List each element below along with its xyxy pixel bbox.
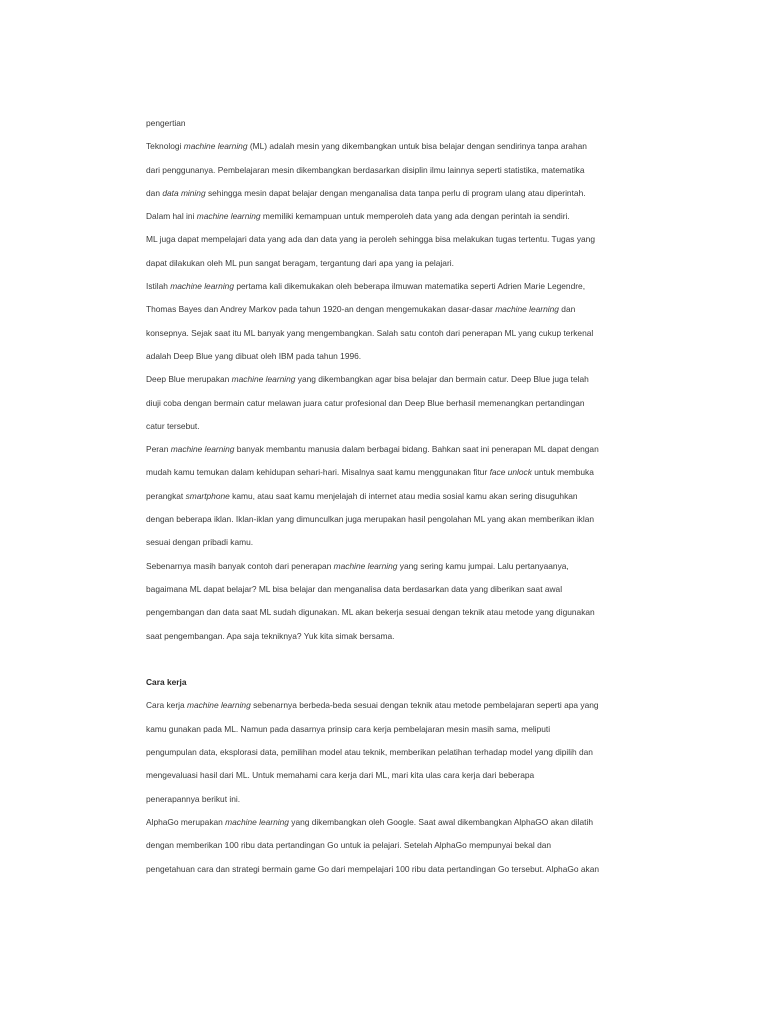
text-line (146, 788, 658, 811)
text-line (146, 811, 658, 834)
italic-term: machine learning (231, 374, 296, 385)
text-run: dengan memberikan 100 ribu data pertandingan Go untuk ia pelajari. Setelah AlphaGo mempunyai bekal dan (146, 840, 552, 851)
text-line (146, 205, 658, 228)
text-run: yang sering kamu jumpai. Lalu pertanyaanya, (397, 560, 569, 571)
text-run: ML juga dapat mempelajari data yang ada dan data yang ia peroleh sehingga bisa melakukan tugas tertentu. Tugas yang (146, 234, 595, 245)
text-run: Sebenarnya masih banyak contoh dari penerapan (146, 560, 334, 571)
section-heading-cara-kerja: Cara kerja (146, 677, 187, 688)
text-line (146, 298, 658, 321)
text-line (146, 415, 658, 438)
section-1-body (146, 135, 658, 648)
text-line (146, 764, 658, 787)
text-line (146, 461, 658, 484)
text-line (146, 858, 658, 881)
text-line (146, 555, 658, 578)
text-run: Cara kerja (146, 700, 187, 711)
text-run: mengevaluasi hasil dari ML. Untuk memahami cara kerja dari ML, mari kita ulas cara kerja dari beberapa (146, 770, 535, 781)
text-line (146, 625, 658, 648)
text-run: (ML) adalah mesin yang dikembangkan untuk bisa belajar dengan sendirinya tanpa arahan (247, 141, 587, 152)
text-line (146, 252, 658, 275)
text-run: yang dikembangkan oleh Google. Saat awal dikembangkan AlphaGO akan dilatih (288, 816, 593, 827)
text-line (146, 578, 658, 601)
italic-term: machine learning (196, 211, 261, 222)
document-page (146, 112, 658, 881)
text-line (146, 159, 658, 182)
text-line (146, 694, 658, 717)
text-line (146, 485, 658, 508)
text-line (146, 438, 658, 461)
text-run: diuji coba dengan bermain catur melawan juara catur profesional dan Deep Blue berhasil memenangkan pertandingan (146, 397, 585, 408)
text-run: pertama kali dikemukakan oleh beberapa ilmuwan matematika seperti Adrien Marie Legendre, (234, 281, 586, 292)
text-run: memiliki kemampuan untuk memperoleh data yang ada dengan perintah ia sendiri. (260, 211, 570, 222)
text-run: sebenarnya berbeda-beda sesuai dengan teknik atau metode pembelajaran seperti apa yang (250, 700, 599, 711)
italic-term: machine learning (225, 816, 289, 827)
text-line (146, 718, 658, 741)
text-run: catur tersebut. (146, 420, 200, 431)
blank-line (146, 648, 658, 671)
italic-term: machine learning (333, 560, 398, 571)
text-run: pengetahuan cara dan strategi bermain game Go dari mempelajari 100 ribu data pertandingan Go tersebut. AlphaGo akan (146, 863, 600, 874)
text-run: dengan beberapa iklan. Iklan-iklan yang dimunculkan juga merupakan hasil pengolahan ML yang akan memberikan iklan (146, 514, 595, 525)
text-run: adalah Deep Blue yang dibuat oleh IBM pada tahun 1996. (146, 350, 362, 361)
text-line (146, 275, 658, 298)
text-line (146, 392, 658, 415)
text-run: dari penggunanya. Pembelajaran mesin dikembangkan berdasarkan disiplin ilmu lainnya seperti statistika, matematika (146, 164, 585, 175)
text-run: dan (558, 304, 576, 315)
italic-term: machine learning (170, 444, 235, 455)
text-run: dan (146, 187, 163, 198)
italic-term: machine learning (495, 304, 559, 315)
text-line (146, 601, 658, 624)
text-line (146, 508, 658, 531)
text-run: perangkat (146, 490, 186, 501)
text-run: AlphaGo merupakan (146, 816, 226, 827)
text-line (146, 322, 658, 345)
text-line (146, 345, 658, 368)
text-run: mudah kamu temukan dalam kehidupan sehari-hari. Misalnya saat kamu menggunakan fitur (146, 467, 490, 478)
italic-term: machine learning (170, 281, 235, 292)
text-run: untuk membuka (531, 467, 594, 478)
section-2-body (146, 694, 658, 880)
text-run: kamu, atau saat kamu menjelajah di internet atau media sosial kamu akan sering disuguhkan (229, 490, 578, 501)
text-line (146, 182, 658, 205)
text-run: Thomas Bayes dan Andrey Markov pada tahun 1920-an dengan mengemukakan dasar-dasar (146, 304, 496, 315)
italic-term: smartphone (185, 490, 230, 501)
text-line (146, 741, 658, 764)
text-run: dapat dilakukan oleh ML pun sangat beragam, tergantung dari apa yang ia pelajari. (146, 257, 454, 268)
text-line (146, 834, 658, 857)
text-run: saat pengembangan. Apa saja tekniknya? Yuk kita simak bersama. (146, 630, 395, 641)
text-run: banyak membantu manusia dalam berbagai bidang. Bahkan saat ini penerapan ML dapat dengan (234, 444, 599, 455)
text-run: Teknologi (146, 141, 184, 152)
text-run: kamu gunakan pada ML. Namun pada dasarnya prinsip cara kerja pembelajaran mesin masih sama, meliputi (146, 723, 551, 734)
text-line (146, 135, 658, 158)
italic-term: machine learning (183, 141, 248, 152)
text-run: Deep Blue merupakan (146, 374, 232, 385)
text-run: sesuai dengan pribadi kamu. (146, 537, 254, 548)
text-line (146, 228, 658, 251)
text-run: sehingga mesin dapat belajar dengan menganalisa data tanpa perlu di program ulang atau diperintah. (205, 187, 586, 198)
text-run: pengembangan dan data saat ML sudah digunakan. ML akan bekerja sesuai dengan teknik atau metode yang digunakan (146, 607, 595, 618)
text-run: Dalam hal ini (146, 211, 197, 222)
text-run: yang dikembangkan agar bisa belajar dan bermain catur. Deep Blue juga telah (295, 374, 589, 385)
text-line (146, 531, 658, 554)
text-run: pengumpulan data, eksplorasi data, pemilihan model atau teknik, memberikan pelatihan terhadap model yang dipilih dan (146, 747, 593, 758)
text-line (146, 368, 658, 391)
document-title: pengertian (146, 118, 186, 128)
text-run: bagaimana ML dapat belajar? ML bisa belajar dan menganalisa data berdasarkan data yang diberikan saat awal (146, 583, 563, 594)
italic-term: face unlock (489, 467, 532, 478)
text-run: penerapannya berikut ini. (146, 793, 241, 804)
text-run: Peran (146, 444, 171, 455)
text-run: konsepnya. Sejak saat itu ML banyak yang mengembangkan. Salah satu contoh dari penerapan ML yang cukup terkenal (146, 327, 594, 338)
italic-term: machine learning (186, 700, 251, 711)
italic-term: data mining (162, 187, 206, 198)
text-run: Istilah (146, 281, 171, 292)
